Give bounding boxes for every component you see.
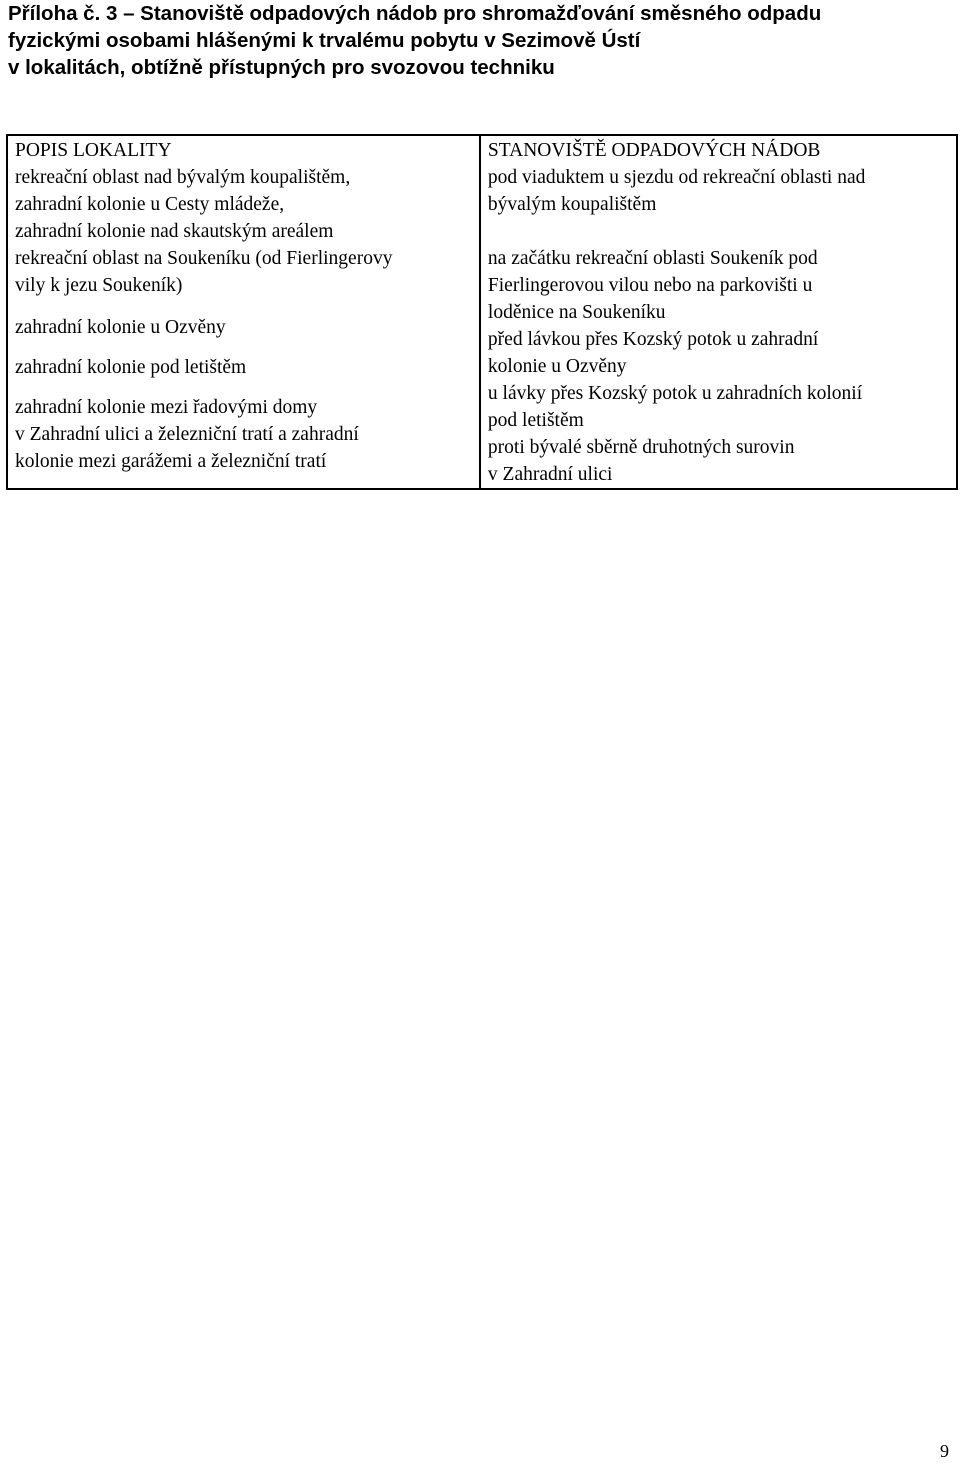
title-line: Příloha č. 3 – Stanoviště odpadových nádob pro shromažďování směsného odpadu bbox=[8, 2, 822, 25]
cell-line: v Zahradní ulici a železniční tratí a zahradní bbox=[15, 424, 359, 445]
table-body-row bbox=[7, 135, 957, 489]
cell-line: Fierlingerovou vilou nebo na parkovišti u bbox=[487, 275, 813, 296]
cell-line: zahradní kolonie u Cesty mládeže, bbox=[15, 194, 285, 215]
column-header-description: POPIS LOKALITY bbox=[15, 140, 172, 161]
cell-line: pod letištěm bbox=[487, 410, 584, 431]
cell-line: proti bývalé sběrně druhotných surovin bbox=[487, 437, 795, 458]
cell-line: na začátku rekreační oblasti Soukeník pod bbox=[487, 248, 818, 269]
title-line: fyzickými osobami hlášenými k trvalému pobytu v Sezimově Ústí bbox=[8, 29, 641, 52]
locations-table bbox=[6, 134, 958, 490]
cell-line: vily k jezu Soukeník) bbox=[15, 275, 183, 296]
title-line: v lokalitách, obtížně přístupných pro svozovou techniku bbox=[8, 56, 555, 79]
column-header-location: STANOVIŠTĚ ODPADOVÝCH NÁDOB bbox=[487, 140, 821, 161]
cell-line: pod viaduktem u sjezdu od rekreační oblasti nad bbox=[487, 167, 866, 188]
document-title bbox=[8, 0, 956, 81]
cell-line: kolonie mezi garážemi a železniční tratí bbox=[15, 451, 327, 472]
cell-line: zahradní kolonie u Ozvěny bbox=[15, 317, 226, 338]
cell-line: loděnice na Soukeníku bbox=[487, 302, 666, 323]
cell-line: u lávky přes Kozský potok u zahradních kolonií bbox=[487, 383, 863, 404]
cell-line: zahradní kolonie nad skautským areálem bbox=[15, 221, 334, 242]
cell-line: rekreační oblast nad bývalým koupalištěm, bbox=[15, 167, 351, 188]
cell-line: rekreační oblast na Soukeníku (od Fierlingerovy bbox=[15, 248, 393, 269]
cell-line: zahradní kolonie mezi řadovými domy bbox=[15, 397, 318, 418]
cell-line: před lávkou přes Kozský potok u zahradní bbox=[487, 329, 819, 350]
page-number: 9 bbox=[940, 1441, 949, 1461]
cell-line: kolonie u Ozvěny bbox=[487, 356, 627, 377]
cell-line: v Zahradní ulici bbox=[487, 464, 613, 485]
table-cell-location bbox=[480, 135, 957, 489]
cell-line: bývalým koupalištěm bbox=[487, 194, 657, 215]
table-cell-description bbox=[7, 135, 480, 489]
cell-line: zahradní kolonie pod letištěm bbox=[15, 357, 247, 378]
